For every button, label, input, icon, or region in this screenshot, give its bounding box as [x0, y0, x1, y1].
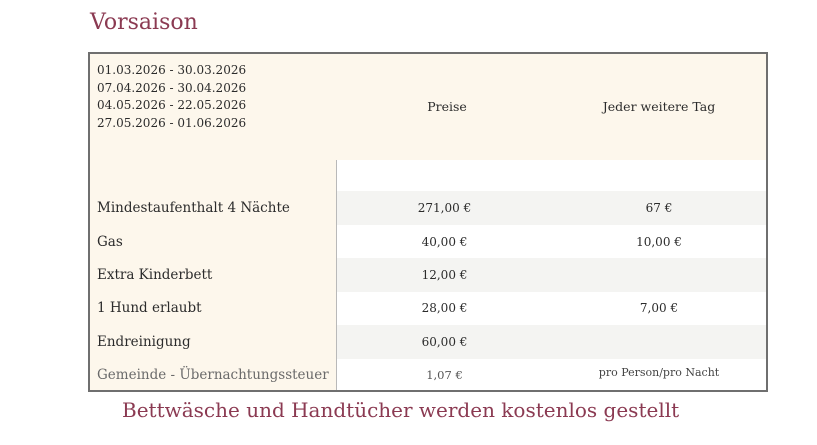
table-row	[90, 225, 766, 259]
table-row	[90, 358, 766, 392]
row-extra-day: 10,00 €	[636, 235, 682, 249]
row-label: Extra Kinderbett	[97, 267, 213, 283]
row-price: 12,00 €	[337, 258, 552, 292]
date-range: 01.03.2026 - 30.03.2026	[97, 63, 247, 77]
row-extra-day	[552, 258, 766, 292]
column-header-weitere-tag: Jeder weitere Tag	[602, 99, 716, 114]
table-row	[90, 258, 766, 292]
row-price: 60,00 €	[337, 325, 552, 359]
column-header-preise: Preise	[427, 99, 467, 114]
table-row	[90, 291, 766, 325]
date-range: 04.05.2026 - 22.05.2026	[97, 98, 247, 112]
row-price: 271,00 €	[337, 191, 552, 225]
table-row	[90, 191, 766, 225]
row-price: 28,00 €	[421, 301, 468, 315]
date-range-list	[97, 62, 246, 132]
row-extra-day: 7,00 €	[639, 301, 679, 315]
section-title: Vorsaison	[90, 10, 198, 35]
row-label: Endreinigung	[97, 334, 191, 350]
table-header-row	[90, 54, 766, 161]
date-range: 07.04.2026 - 30.04.2026	[97, 80, 247, 95]
date-range: 27.05.2026 - 01.06.2026	[97, 115, 247, 130]
row-extra-day: pro Person/pro Nacht	[598, 366, 720, 379]
row-extra-day	[552, 325, 766, 359]
row-label: 1 Hund erlaubt	[97, 300, 202, 316]
row-label: Gemeinde - Übernachtungssteuer	[97, 367, 329, 383]
row-extra-day: 67 €	[552, 191, 766, 225]
footer-note: Bettwäsche und Handtücher werden kostenlos gestellt	[122, 398, 680, 422]
table-row	[90, 325, 766, 359]
row-label: Gas	[97, 234, 123, 250]
row-price: 1,07 €	[426, 368, 463, 382]
row-price: 40,00 €	[421, 235, 468, 249]
row-label: Mindestaufenthalt 4 Nächte	[97, 200, 290, 216]
price-table	[88, 52, 768, 392]
